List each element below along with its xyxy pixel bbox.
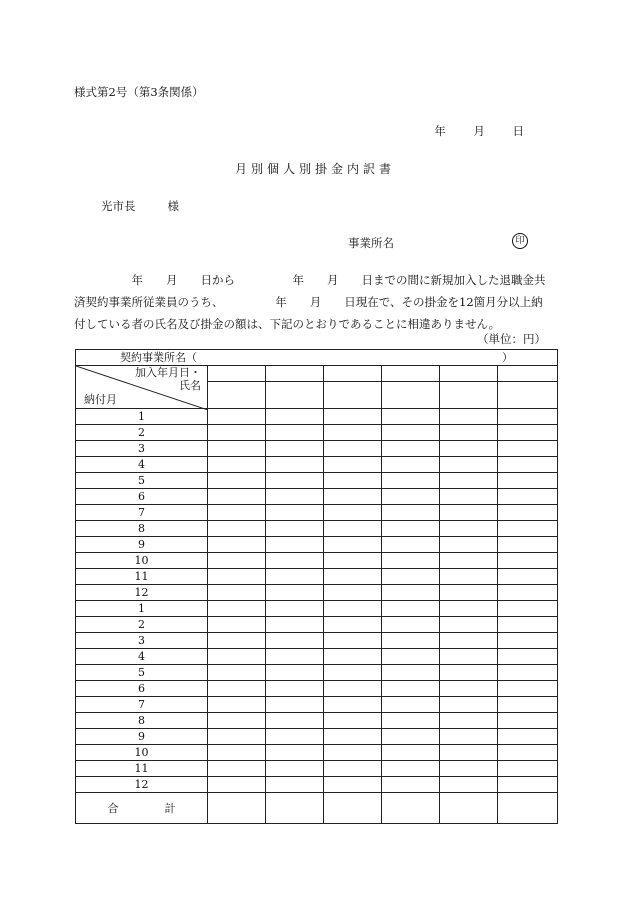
amount-cell[interactable]	[324, 745, 382, 761]
amount-cell[interactable]	[266, 777, 324, 793]
employee-name-cell[interactable]	[382, 382, 440, 409]
month-row	[76, 489, 558, 505]
amount-cell[interactable]	[440, 745, 498, 761]
amount-cell[interactable]	[498, 777, 558, 793]
amount-cell[interactable]	[498, 601, 558, 617]
month-row	[76, 569, 558, 585]
join-date-cell[interactable]	[266, 366, 324, 382]
amount-cell[interactable]	[382, 697, 440, 713]
employee-name-cell[interactable]	[208, 382, 266, 409]
amount-cell[interactable]	[324, 713, 382, 729]
month-label: 5	[76, 665, 208, 681]
amount-cell[interactable]	[498, 617, 558, 633]
amount-cell[interactable]	[382, 633, 440, 649]
amount-cell[interactable]	[382, 665, 440, 681]
amount-cell[interactable]	[498, 761, 558, 777]
amount-cell[interactable]	[382, 729, 440, 745]
amount-cell[interactable]	[266, 457, 324, 473]
amount-cell[interactable]	[324, 441, 382, 457]
amount-cell[interactable]	[324, 553, 382, 569]
employee-name-cell[interactable]	[266, 382, 324, 409]
total-amount-cell[interactable]	[266, 793, 324, 824]
month-row	[76, 649, 558, 665]
month-row	[76, 761, 558, 777]
amount-cell[interactable]	[440, 617, 498, 633]
amount-cell[interactable]	[382, 713, 440, 729]
amount-cell[interactable]	[266, 409, 324, 425]
amount-cell[interactable]	[498, 521, 558, 537]
month-label: 3	[76, 633, 208, 649]
month-row	[76, 425, 558, 441]
amount-cell[interactable]	[440, 425, 498, 441]
amount-cell[interactable]	[498, 745, 558, 761]
amount-cell[interactable]	[266, 649, 324, 665]
document-title: 月別個人別掛金内訳書	[234, 162, 395, 176]
amount-cell[interactable]	[382, 409, 440, 425]
amount-cell[interactable]	[440, 505, 498, 521]
amount-cell[interactable]	[324, 489, 382, 505]
employee-name-cell[interactable]	[324, 382, 382, 409]
seal-mark: 印	[512, 233, 528, 249]
amount-cell[interactable]	[440, 713, 498, 729]
amount-cell[interactable]	[382, 553, 440, 569]
month-label: 8	[76, 521, 208, 537]
month-label: 12	[76, 585, 208, 601]
amount-cell[interactable]	[324, 681, 382, 697]
total-amount-cell[interactable]	[324, 793, 382, 824]
amount-cell[interactable]	[324, 777, 382, 793]
amount-cell[interactable]	[440, 649, 498, 665]
amount-cell[interactable]	[324, 585, 382, 601]
month-row	[76, 505, 558, 521]
amount-cell[interactable]	[382, 441, 440, 457]
amount-cell[interactable]	[498, 681, 558, 697]
amount-cell[interactable]	[382, 425, 440, 441]
amount-cell[interactable]	[208, 665, 266, 681]
total-row	[76, 793, 558, 824]
amount-cell[interactable]	[266, 713, 324, 729]
amount-cell[interactable]	[498, 633, 558, 649]
amount-cell[interactable]	[266, 441, 324, 457]
corner-month-label: 納付月	[84, 393, 117, 406]
amount-cell[interactable]	[498, 409, 558, 425]
business-name-label: 事業所名	[348, 236, 394, 250]
amount-cell[interactable]	[382, 761, 440, 777]
month-row	[76, 617, 558, 633]
amount-cell[interactable]	[266, 633, 324, 649]
amount-cell[interactable]	[208, 537, 266, 553]
join-date-cell[interactable]	[324, 366, 382, 382]
amount-cell[interactable]	[266, 505, 324, 521]
amount-cell[interactable]	[440, 489, 498, 505]
month-row	[76, 441, 558, 457]
month-row	[76, 745, 558, 761]
month-label: 2	[76, 425, 208, 441]
employee-name-cell[interactable]	[440, 382, 498, 409]
month-row	[76, 473, 558, 489]
amount-cell[interactable]	[266, 425, 324, 441]
amount-cell[interactable]	[440, 777, 498, 793]
month-row	[76, 681, 558, 697]
amount-cell[interactable]	[208, 745, 266, 761]
amount-cell[interactable]	[382, 457, 440, 473]
amount-cell[interactable]	[382, 569, 440, 585]
month-row	[76, 729, 558, 745]
amount-cell[interactable]	[440, 633, 498, 649]
statement-line-3: 付している者の氏名及び掛金の額は、下記のとおりであることに相違ありません。	[74, 317, 501, 331]
amount-cell[interactable]	[208, 633, 266, 649]
month-label: 1	[76, 601, 208, 617]
total-amount-cell[interactable]	[382, 793, 440, 824]
amount-cell[interactable]	[498, 505, 558, 521]
amount-cell[interactable]	[324, 457, 382, 473]
amount-cell[interactable]	[382, 601, 440, 617]
amount-cell[interactable]	[440, 601, 498, 617]
amount-cell[interactable]	[498, 729, 558, 745]
month-row	[76, 553, 558, 569]
month-label: 10	[76, 553, 208, 569]
amount-cell[interactable]	[266, 665, 324, 681]
amount-cell[interactable]	[382, 537, 440, 553]
amount-cell[interactable]	[324, 521, 382, 537]
amount-cell[interactable]	[208, 553, 266, 569]
amount-cell[interactable]	[324, 601, 382, 617]
amount-cell[interactable]	[440, 473, 498, 489]
amount-cell[interactable]	[208, 761, 266, 777]
amount-cell[interactable]	[440, 585, 498, 601]
amount-cell[interactable]	[498, 441, 558, 457]
amount-cell[interactable]	[382, 745, 440, 761]
month-label: 6	[76, 681, 208, 697]
amount-cell[interactable]	[382, 649, 440, 665]
month-row	[76, 537, 558, 553]
amount-cell[interactable]	[208, 681, 266, 697]
amount-cell[interactable]	[208, 441, 266, 457]
amount-cell[interactable]	[324, 409, 382, 425]
amount-cell[interactable]	[324, 729, 382, 745]
amount-cell[interactable]	[208, 649, 266, 665]
amount-cell[interactable]	[498, 713, 558, 729]
corner-join-date-label: 加入年月日・	[135, 366, 201, 379]
amount-cell[interactable]	[440, 441, 498, 457]
amount-cell[interactable]	[266, 585, 324, 601]
amount-cell[interactable]	[208, 713, 266, 729]
amount-cell[interactable]	[382, 777, 440, 793]
addressee-honorific: 様	[167, 199, 179, 213]
company-close: ）	[502, 351, 514, 364]
month-row	[76, 633, 558, 649]
amount-cell[interactable]	[440, 521, 498, 537]
amount-cell[interactable]	[266, 537, 324, 553]
month-row	[76, 521, 558, 537]
corner-header-cell	[76, 366, 208, 409]
amount-cell[interactable]	[498, 457, 558, 473]
company-label: 契約事業所名（	[120, 351, 197, 364]
month-label: 4	[76, 457, 208, 473]
amount-cell[interactable]	[324, 617, 382, 633]
amount-cell[interactable]	[324, 505, 382, 521]
amount-cell[interactable]	[440, 681, 498, 697]
amount-cell[interactable]	[208, 409, 266, 425]
amount-cell[interactable]	[382, 617, 440, 633]
month-label: 10	[76, 745, 208, 761]
amount-cell[interactable]	[498, 537, 558, 553]
amount-cell[interactable]	[324, 649, 382, 665]
date-month: 月	[473, 124, 485, 138]
month-label: 3	[76, 441, 208, 457]
month-label: 7	[76, 697, 208, 713]
join-date-cell[interactable]	[382, 366, 440, 382]
amount-cell[interactable]	[208, 521, 266, 537]
amount-cell[interactable]	[208, 569, 266, 585]
amount-cell[interactable]	[498, 489, 558, 505]
amount-cell[interactable]	[382, 489, 440, 505]
month-label: 2	[76, 617, 208, 633]
unit-label: （単位：円）	[477, 332, 546, 346]
amount-cell[interactable]	[266, 729, 324, 745]
month-label: 9	[76, 729, 208, 745]
amount-cell[interactable]	[208, 617, 266, 633]
statement-line-1: 年 月 日から 年 月 日までの間に新規加入した退職金共	[74, 273, 546, 287]
total-label-b: 計	[164, 801, 176, 815]
amount-cell[interactable]	[440, 729, 498, 745]
total-label	[76, 793, 208, 824]
total-amount-cell[interactable]	[208, 793, 266, 824]
total-amount-cell[interactable]	[498, 793, 558, 824]
statement-line-2: 済契約事業所従業員のうち、 年 月 日現在で、その掛金を12箇月分以上納	[74, 295, 543, 309]
amount-cell[interactable]	[440, 409, 498, 425]
amount-cell[interactable]	[382, 521, 440, 537]
amount-cell[interactable]	[440, 665, 498, 681]
amount-cell[interactable]	[266, 489, 324, 505]
amount-cell[interactable]	[208, 697, 266, 713]
contribution-table	[75, 349, 558, 824]
amount-cell[interactable]	[266, 697, 324, 713]
total-amount-cell[interactable]	[440, 793, 498, 824]
date-line	[434, 123, 524, 139]
amount-cell[interactable]	[440, 553, 498, 569]
form-number: 様式第2号（第3条関係）	[74, 85, 204, 99]
amount-cell[interactable]	[266, 521, 324, 537]
month-label: 7	[76, 505, 208, 521]
amount-cell[interactable]	[266, 553, 324, 569]
amount-cell[interactable]	[266, 761, 324, 777]
month-label: 1	[76, 409, 208, 425]
month-label: 8	[76, 713, 208, 729]
amount-cell[interactable]	[208, 777, 266, 793]
month-label: 12	[76, 777, 208, 793]
amount-cell[interactable]	[324, 537, 382, 553]
amount-cell[interactable]	[266, 601, 324, 617]
amount-cell[interactable]	[498, 697, 558, 713]
amount-cell[interactable]	[208, 457, 266, 473]
month-row	[76, 409, 558, 425]
month-row	[76, 665, 558, 681]
amount-cell[interactable]	[324, 425, 382, 441]
amount-cell[interactable]	[498, 473, 558, 489]
amount-cell[interactable]	[324, 633, 382, 649]
amount-cell[interactable]	[324, 569, 382, 585]
amount-cell[interactable]	[208, 489, 266, 505]
amount-cell[interactable]	[208, 425, 266, 441]
company-name-cell[interactable]	[76, 350, 558, 366]
month-row	[76, 713, 558, 729]
amount-cell[interactable]	[498, 665, 558, 681]
amount-cell[interactable]	[498, 553, 558, 569]
amount-cell[interactable]	[498, 425, 558, 441]
month-label: 5	[76, 473, 208, 489]
amount-cell[interactable]	[208, 585, 266, 601]
amount-cell[interactable]	[266, 473, 324, 489]
amount-cell[interactable]	[382, 505, 440, 521]
date-year: 年	[434, 124, 446, 138]
header-row-1	[76, 366, 558, 382]
join-date-cell[interactable]	[498, 366, 558, 382]
amount-cell[interactable]	[208, 473, 266, 489]
month-label: 4	[76, 649, 208, 665]
amount-cell[interactable]	[498, 569, 558, 585]
month-row	[76, 457, 558, 473]
month-row	[76, 697, 558, 713]
amount-cell[interactable]	[382, 681, 440, 697]
amount-cell[interactable]	[498, 649, 558, 665]
month-row	[76, 601, 558, 617]
amount-cell[interactable]	[324, 665, 382, 681]
amount-cell[interactable]	[440, 761, 498, 777]
month-label: 11	[76, 761, 208, 777]
amount-cell[interactable]	[440, 569, 498, 585]
company-row	[76, 350, 558, 366]
amount-cell[interactable]	[324, 697, 382, 713]
month-label: 9	[76, 537, 208, 553]
amount-cell[interactable]	[266, 617, 324, 633]
amount-cell[interactable]	[382, 585, 440, 601]
amount-cell[interactable]	[208, 729, 266, 745]
amount-cell[interactable]	[208, 505, 266, 521]
month-row	[76, 585, 558, 601]
addressee	[101, 198, 179, 214]
total-label-a: 合	[107, 801, 119, 815]
amount-cell[interactable]	[440, 537, 498, 553]
month-label: 6	[76, 489, 208, 505]
amount-cell[interactable]	[498, 585, 558, 601]
amount-cell[interactable]	[208, 601, 266, 617]
amount-cell[interactable]	[324, 473, 382, 489]
amount-cell[interactable]	[440, 457, 498, 473]
amount-cell[interactable]	[266, 745, 324, 761]
date-day: 日	[512, 124, 524, 138]
amount-cell[interactable]	[440, 697, 498, 713]
join-date-cell[interactable]	[208, 366, 266, 382]
amount-cell[interactable]	[324, 761, 382, 777]
amount-cell[interactable]	[266, 569, 324, 585]
month-label: 11	[76, 569, 208, 585]
amount-cell[interactable]	[382, 473, 440, 489]
join-date-cell[interactable]	[440, 366, 498, 382]
corner-name-label: 氏名	[179, 379, 201, 392]
month-row	[76, 777, 558, 793]
addressee-name: 光市長	[101, 199, 136, 213]
amount-cell[interactable]	[266, 681, 324, 697]
employee-name-cell[interactable]	[498, 382, 558, 409]
